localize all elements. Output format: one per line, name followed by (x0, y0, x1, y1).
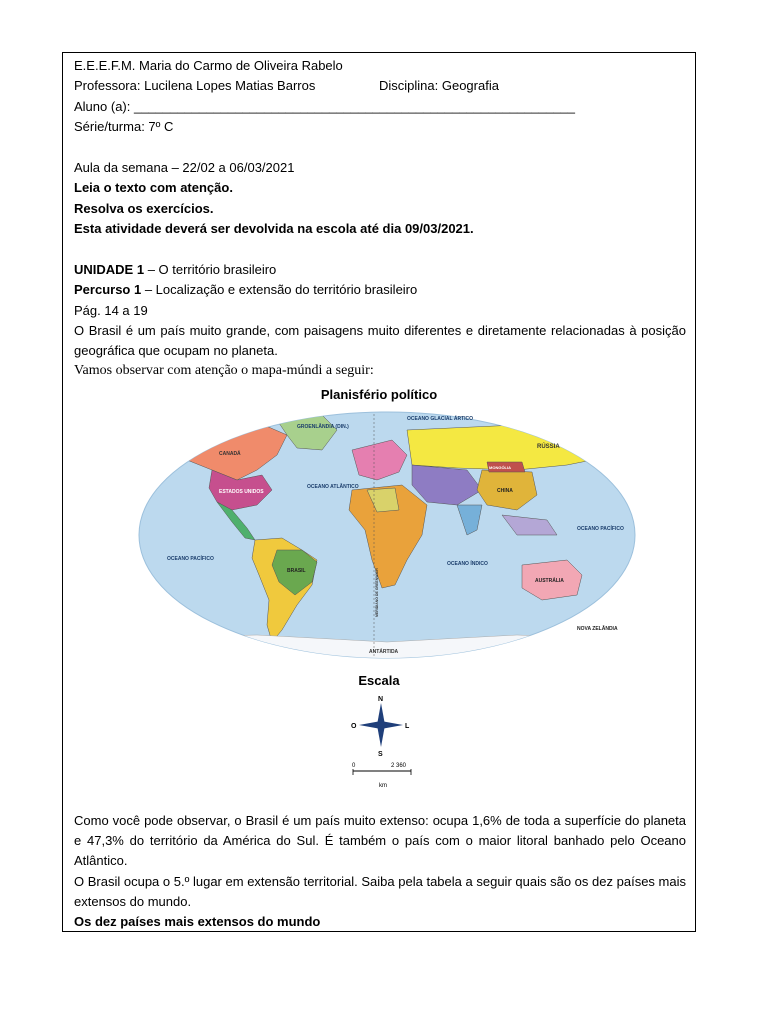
worksheet (62, 52, 696, 932)
subject: Disciplina: Geografia (379, 78, 499, 93)
compass-ew-arrow (359, 721, 403, 729)
label-antarctica: ANTÁRTIDA (369, 649, 399, 655)
label-new-zealand: NOVA ZELÂNDIA (577, 626, 618, 632)
teacher-name: Professora: Lucilena Lopes Matias Barros (74, 78, 316, 93)
label-australia: AUSTRÁLIA (535, 578, 564, 584)
school-name: E.E.E.F.M. Maria do Carmo de Oliveira Rabelo (74, 58, 343, 73)
scale-max: 2 360 (391, 763, 407, 769)
unit-label: UNIDADE 1 (74, 262, 145, 277)
student-field: Aluno (a): _____________________________________________________________ (74, 99, 576, 114)
body-paragraph-2: O Brasil ocupa o 5.º lugar em extensão territorial. Saiba pela tabela a seguir quais são os dez países mais extensos do mundo. (74, 874, 686, 909)
label-arctic: OCEANO GLACIAL ÁRTICO (407, 416, 474, 422)
table-title: Os dez países mais extensos do mundo (74, 914, 321, 929)
scale-unit: km (379, 783, 387, 789)
label-russia: RÚSSIA (537, 444, 560, 450)
intro-paragraph: O Brasil é um país muito grande, com paisagens muito diferentes e diretamente relacionadas à posição geográfica que ocupam no planeta. (74, 323, 686, 358)
label-greenwich: MERIDIANO DE GREENWICH (375, 568, 379, 617)
compass-north: N (378, 696, 384, 703)
scale-bar (351, 759, 413, 791)
observe-line: Vamos observar com atenção o mapa-múndi a seguir: (74, 363, 374, 378)
path-heading (74, 280, 417, 300)
path-title: – Localização e extensão do território brasileiro (141, 282, 418, 297)
class-info: Série/turma: 7º C (74, 119, 174, 134)
page-range: Pág. 14 a 19 (74, 303, 148, 318)
instruction-solve: Resolva os exercícios. (74, 201, 214, 216)
week-info: Aula da semana – 22/02 a 06/03/2021 (74, 160, 295, 175)
map-title: Planisfério político (320, 387, 438, 402)
instruction-read: Leia o texto com atenção. (74, 180, 233, 195)
label-pacific-east: OCEANO PACÍFICO (577, 526, 624, 532)
scale-title: Escala (358, 673, 400, 688)
unit-heading (74, 260, 276, 280)
label-canada: CANADÁ (219, 451, 241, 457)
instruction-deadline: Esta atividade deverá ser devolvida na escola até dia 09/03/2021. (74, 221, 474, 236)
label-greenland: GROENLÂNDIA (DIN.) (297, 424, 349, 430)
label-usa: ESTADOS UNIDOS (219, 489, 264, 495)
compass-rose-icon (351, 695, 411, 765)
label-mongolia: MONGÓLIA (489, 465, 511, 470)
path-label: Percurso 1 (74, 282, 142, 297)
label-pacific-west: OCEANO PACÍFICO (167, 556, 214, 562)
label-indian: OCEANO ÍNDICO (447, 561, 488, 567)
label-brazil: BRASIL (287, 568, 306, 574)
world-map (137, 410, 637, 660)
unit-title: – O território brasileiro (144, 262, 277, 277)
body-paragraph-1: Como você pode observar, o Brasil é um país muito extenso: ocupa 1,6% de toda a superfície do planeta e 47,3% do território da América do Sul. É também o país com o maior litoral banhado pelo Oceano Atlântico. (74, 813, 686, 868)
compass-west: O (351, 723, 357, 730)
label-atlantic: OCEANO ATLÂNTICO (307, 484, 359, 490)
compass-south: S (378, 751, 383, 758)
scale-zero: 0 (352, 763, 356, 769)
label-china: CHINA (497, 488, 513, 494)
compass-east: L (405, 723, 410, 730)
